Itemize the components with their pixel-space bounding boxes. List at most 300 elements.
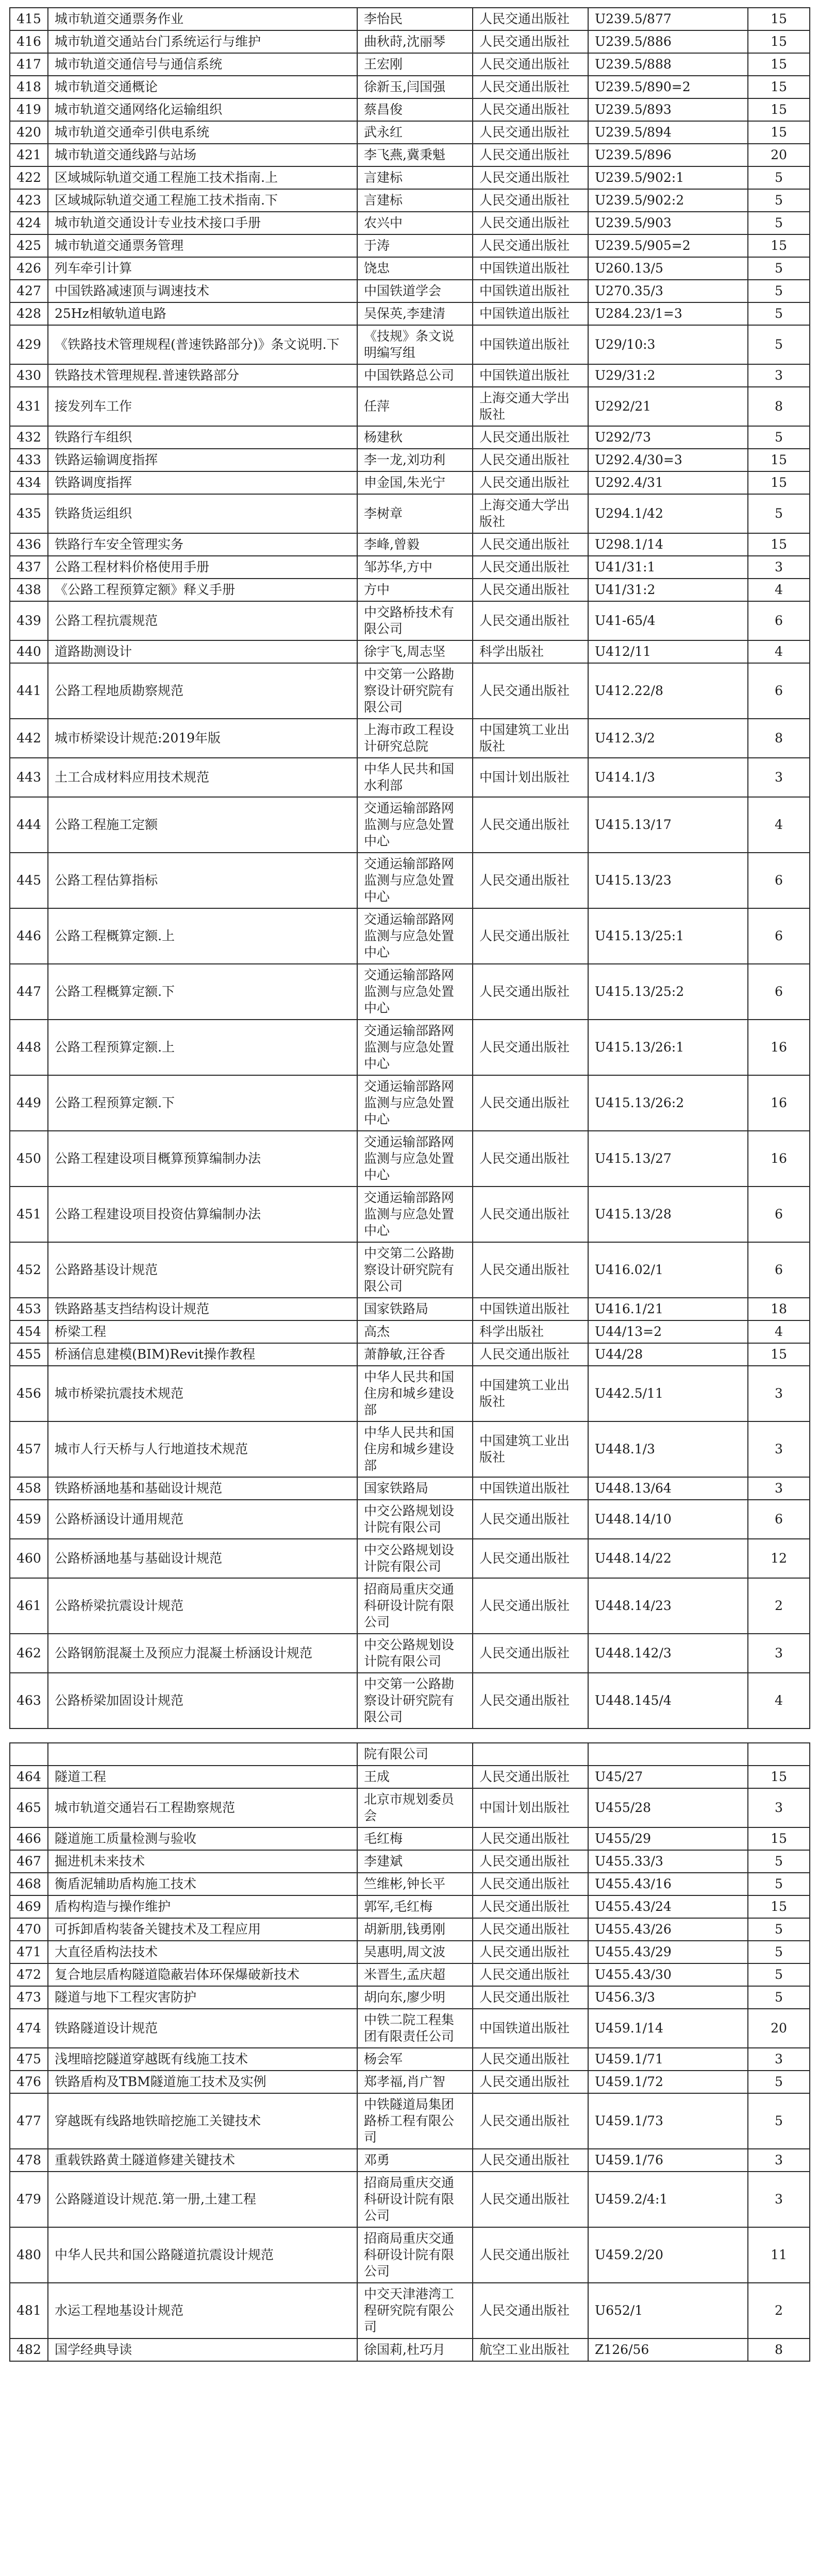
- copy-count: 4: [748, 1673, 810, 1728]
- book-author: 竺维彬,钟长平: [357, 1873, 473, 1895]
- call-number: U239.5/877: [588, 8, 748, 30]
- call-number: U239.5/896: [588, 144, 748, 166]
- copy-count: 8: [748, 2338, 810, 2361]
- book-publisher: 人民交通出版社: [473, 2093, 588, 2149]
- copy-count: 15: [748, 449, 810, 471]
- book-publisher: 中国建筑工业出版社: [473, 1421, 588, 1477]
- book-title: 铁路路基支挡结构设计规范: [48, 1298, 357, 1320]
- row-number: 431: [10, 387, 48, 426]
- book-title: 可拆卸盾构装备关键技术及工程应用: [48, 1918, 357, 1941]
- book-title: 重载铁路黄土隧道修建关键技术: [48, 2149, 357, 2172]
- book-author: 任萍: [357, 387, 473, 426]
- book-title: 区域城际轨道交通工程施工技术指南.下: [48, 189, 357, 212]
- copy-count: 4: [748, 579, 810, 601]
- book-title: 铁路运输调度指挥: [48, 449, 357, 471]
- row-number: 470: [10, 1918, 48, 1941]
- call-number: U459.1/73: [588, 2093, 748, 2149]
- book-title: 公路桥涵地基与基础设计规范: [48, 1539, 357, 1578]
- book-author: 徐国莉,杜巧月: [357, 2338, 473, 2361]
- table-row: [10, 1766, 810, 1788]
- row-number: 449: [10, 1075, 48, 1131]
- row-number: 432: [10, 426, 48, 449]
- book-author: 胡新朋,钱勇刚: [357, 1918, 473, 1941]
- copy-count: 5: [748, 426, 810, 449]
- book-title: 公路隧道设计规范.第一册,土建工程: [48, 2172, 357, 2227]
- copy-count: 6: [748, 663, 810, 719]
- call-number: U459.2/4:1: [588, 2172, 748, 2227]
- call-number: U412/11: [588, 640, 748, 663]
- table-row: [10, 280, 810, 302]
- book-title: 公路工程预算定额.下: [48, 1075, 357, 1131]
- copy-count: 3: [748, 2048, 810, 2071]
- copy-count: 3: [748, 1634, 810, 1673]
- book-author: 方中: [357, 579, 473, 601]
- book-title: 城市轨道交通概论: [48, 76, 357, 98]
- book-publisher: 中国铁道出版社: [473, 2009, 588, 2048]
- book-title: 隧道工程: [48, 1766, 357, 1788]
- table-row: [10, 533, 810, 556]
- book-author: 于涛: [357, 234, 473, 257]
- book-publisher: 人民交通出版社: [473, 2071, 588, 2093]
- book-publisher: 人民交通出版社: [473, 1895, 588, 1918]
- row-number: 440: [10, 640, 48, 663]
- book-author: 中国铁道学会: [357, 280, 473, 302]
- book-title: 公路工程预算定额.上: [48, 1020, 357, 1075]
- table-row: [10, 1634, 810, 1673]
- book-title: 中国铁路减速顶与调速技术: [48, 280, 357, 302]
- book-title: 公路工程概算定额.上: [48, 908, 357, 964]
- book-author: 《技规》条文说明编写组: [357, 325, 473, 364]
- book-author: 中华人民共和国住房和城乡建设部: [357, 1366, 473, 1421]
- table-row: [10, 797, 810, 853]
- call-number: U455.43/29: [588, 1941, 748, 1963]
- table-row: [10, 964, 810, 1020]
- table-row: [10, 426, 810, 449]
- table-row: [10, 364, 810, 387]
- table-row: [10, 1918, 810, 1941]
- table-row: [10, 494, 810, 533]
- copy-count: 3: [748, 1366, 810, 1421]
- book-publisher: 人民交通出版社: [473, 1963, 588, 1986]
- book-publisher: 人民交通出版社: [473, 1634, 588, 1673]
- book-author: 中交第一公路勘察设计研究院有限公司: [357, 663, 473, 719]
- row-number: 481: [10, 2283, 48, 2338]
- book-title: 城市轨道交通线路与站场: [48, 144, 357, 166]
- book-publisher: 人民交通出版社: [473, 1500, 588, 1539]
- row-number: 437: [10, 556, 48, 579]
- copy-count: 5: [748, 280, 810, 302]
- copy-count: 2: [748, 1578, 810, 1634]
- table-row: [10, 2048, 810, 2071]
- copy-count: 5: [748, 302, 810, 325]
- book-title: 盾构构造与操作维护: [48, 1895, 357, 1918]
- call-number: U44/13=2: [588, 1320, 748, 1343]
- book-author: 交通运输部路网监测与应急处置中心: [357, 797, 473, 853]
- table-row: [10, 719, 810, 758]
- copy-count: 6: [748, 1187, 810, 1242]
- row-number: 423: [10, 189, 48, 212]
- continuation-row: [10, 1743, 810, 1766]
- copy-count: 2: [748, 2283, 810, 2338]
- book-author: 徐宇飞,周志坚: [357, 640, 473, 663]
- book-title: 公路工程材料价格使用手册: [48, 556, 357, 579]
- book-publisher: 人民交通出版社: [473, 1242, 588, 1298]
- book-publisher: 人民交通出版社: [473, 601, 588, 640]
- row-number: 436: [10, 533, 48, 556]
- book-title: 城市轨道交通设计专业技术接口手册: [48, 212, 357, 234]
- book-title: 城市轨道交通牵引供电系统: [48, 121, 357, 144]
- call-number: U239.5/894: [588, 121, 748, 144]
- row-number: 451: [10, 1187, 48, 1242]
- table-row: [10, 1788, 810, 1827]
- book-title: 城市桥梁设计规范:2019年版: [48, 719, 357, 758]
- book-author: 招商局重庆交通科研设计院有限公司: [357, 2227, 473, 2283]
- book-title: 公路桥梁抗震设计规范: [48, 1578, 357, 1634]
- table-row: [10, 1421, 810, 1477]
- book-author: 中交第二公路勘察设计研究院有限公司: [357, 1242, 473, 1298]
- page-break-gap: [9, 1729, 809, 1742]
- book-publisher: 人民交通出版社: [473, 53, 588, 76]
- copy-count: 5: [748, 325, 810, 364]
- row-number: 420: [10, 121, 48, 144]
- call-number: U416.1/21: [588, 1298, 748, 1320]
- copy-count: 8: [748, 387, 810, 426]
- call-number: U459.1/72: [588, 2071, 748, 2093]
- copy-count: 8: [748, 719, 810, 758]
- book-author: 交通运输部路网监测与应急处置中心: [357, 908, 473, 964]
- copy-count: 15: [748, 1766, 810, 1788]
- row-number: 421: [10, 144, 48, 166]
- copy-count: 5: [748, 257, 810, 280]
- table-row: [10, 663, 810, 719]
- book-author: 蔡昌俊: [357, 98, 473, 121]
- book-publisher: 中国计划出版社: [473, 758, 588, 797]
- table-row: [10, 2338, 810, 2361]
- copy-count: 3: [748, 1421, 810, 1477]
- call-number: U455.33/3: [588, 1850, 748, 1873]
- call-number: U292/73: [588, 426, 748, 449]
- copy-count: 5: [748, 2093, 810, 2149]
- row-number: 472: [10, 1963, 48, 1986]
- book-title: 公路工程抗震规范: [48, 601, 357, 640]
- book-author: 中交公路规划设计院有限公司: [357, 1634, 473, 1673]
- row-number: 480: [10, 2227, 48, 2283]
- row-number: 439: [10, 601, 48, 640]
- table-row: [10, 1500, 810, 1539]
- copy-count: 3: [748, 1477, 810, 1500]
- call-number: U455.43/16: [588, 1873, 748, 1895]
- book-author: 招商局重庆交通科研设计院有限公司: [357, 1578, 473, 1634]
- copy-count: 16: [748, 1075, 810, 1131]
- book-title: 复合地层盾构隧道隐蔽岩体环保爆破新技术: [48, 1963, 357, 1986]
- copy-count: 5: [748, 189, 810, 212]
- row-number: 428: [10, 302, 48, 325]
- copy-count: 5: [748, 1986, 810, 2009]
- table-row: [10, 166, 810, 189]
- book-title: 25Hz相敏轨道电路: [48, 302, 357, 325]
- call-number: U260.13/5: [588, 257, 748, 280]
- table-row: [10, 30, 810, 53]
- book-publisher: 人民交通出版社: [473, 1827, 588, 1850]
- book-publisher: 航空工业出版社: [473, 2338, 588, 2361]
- book-publisher: 人民交通出版社: [473, 556, 588, 579]
- call-number: U239.5/893: [588, 98, 748, 121]
- call-number: U414.1/3: [588, 758, 748, 797]
- table-row: [10, 1673, 810, 1728]
- book-author: 交通运输部路网监测与应急处置中心: [357, 964, 473, 1020]
- book-author: 交通运输部路网监测与应急处置中心: [357, 1020, 473, 1075]
- copy-count: 3: [748, 556, 810, 579]
- table-row: [10, 556, 810, 579]
- call-number: U270.35/3: [588, 280, 748, 302]
- book-publisher: 人民交通出版社: [473, 1578, 588, 1634]
- row-number: 464: [10, 1766, 48, 1788]
- book-publisher: 人民交通出版社: [473, 449, 588, 471]
- call-number: U415.13/25:1: [588, 908, 748, 964]
- copy-count: 15: [748, 98, 810, 121]
- book-author: 武永红: [357, 121, 473, 144]
- book-author: 曲秋莳,沈丽琴: [357, 30, 473, 53]
- book-publisher: 中国铁道出版社: [473, 302, 588, 325]
- book-publisher: 中国铁道出版社: [473, 257, 588, 280]
- book-publisher: 人民交通出版社: [473, 121, 588, 144]
- row-number: 465: [10, 1788, 48, 1827]
- call-number: U456.3/3: [588, 1986, 748, 2009]
- copy-count: 4: [748, 797, 810, 853]
- book-publisher: 人民交通出版社: [473, 964, 588, 1020]
- call-number: U448.145/4: [588, 1673, 748, 1728]
- call-number: U41/31:2: [588, 579, 748, 601]
- table-row: [10, 1986, 810, 2009]
- row-number: 463: [10, 1673, 48, 1728]
- row-number: 479: [10, 2172, 48, 2227]
- call-number: U239.5/902:2: [588, 189, 748, 212]
- call-number: U415.13/25:2: [588, 964, 748, 1020]
- row-number: 448: [10, 1020, 48, 1075]
- table-row: [10, 579, 810, 601]
- book-author: 李树章: [357, 494, 473, 533]
- copy-count: 6: [748, 601, 810, 640]
- copy-count: 5: [748, 494, 810, 533]
- book-title: 城市轨道交通岩石工程勘察规范: [48, 1788, 357, 1827]
- book-publisher: 人民交通出版社: [473, 144, 588, 166]
- book-publisher: 人民交通出版社: [473, 1673, 588, 1728]
- book-title: 城市轨道交通网络化运输组织: [48, 98, 357, 121]
- book-author: 中华人民共和国住房和城乡建设部: [357, 1421, 473, 1477]
- row-number: 434: [10, 471, 48, 494]
- table-row: [10, 212, 810, 234]
- book-publisher: 人民交通出版社: [473, 98, 588, 121]
- continued-author-text: 院有限公司: [357, 1743, 473, 1766]
- book-title: 城市人行天桥与人行地道技术规范: [48, 1421, 357, 1477]
- call-number: U448.13/64: [588, 1477, 748, 1500]
- book-title: 区域城际轨道交通工程施工技术指南.上: [48, 166, 357, 189]
- book-author: 中铁二院工程集团有限责任公司: [357, 2009, 473, 2048]
- call-number: U442.5/11: [588, 1366, 748, 1421]
- table-row: [10, 471, 810, 494]
- book-publisher: 人民交通出版社: [473, 1986, 588, 2009]
- book-publisher: 中国铁道出版社: [473, 280, 588, 302]
- book-title: 中华人民共和国公路隧道抗震设计规范: [48, 2227, 357, 2283]
- call-number: U448.14/22: [588, 1539, 748, 1578]
- table-row: [10, 1539, 810, 1578]
- book-author: 交通运输部路网监测与应急处置中心: [357, 853, 473, 908]
- call-number: U239.5/905=2: [588, 234, 748, 257]
- row-number: 471: [10, 1941, 48, 1963]
- row-number: 441: [10, 663, 48, 719]
- book-title: 铁路桥涵地基和基础设计规范: [48, 1477, 357, 1500]
- table-row: [10, 1320, 810, 1343]
- book-publisher: 人民交通出版社: [473, 1850, 588, 1873]
- book-publisher: 中国计划出版社: [473, 1788, 588, 1827]
- book-title: 公路工程建设项目概算预算编制办法: [48, 1131, 357, 1187]
- copy-count: 6: [748, 964, 810, 1020]
- book-publisher: 人民交通出版社: [473, 1766, 588, 1788]
- table-row: [10, 2149, 810, 2172]
- book-publisher: 中国建筑工业出版社: [473, 719, 588, 758]
- book-title: 城市轨道交通信号与通信系统: [48, 53, 357, 76]
- row-number: 433: [10, 449, 48, 471]
- book-title: 隧道施工质量检测与验收: [48, 1827, 357, 1850]
- table-row: [10, 144, 810, 166]
- book-title: 城市轨道交通票务作业: [48, 8, 357, 30]
- book-publisher: 人民交通出版社: [473, 8, 588, 30]
- copy-count: 5: [748, 1850, 810, 1873]
- table-row: [10, 387, 810, 426]
- book-title: 道路勘测设计: [48, 640, 357, 663]
- table-row: [10, 449, 810, 471]
- table-row: [10, 2009, 810, 2048]
- copy-count: 15: [748, 76, 810, 98]
- book-author: 王宏刚: [357, 53, 473, 76]
- table-row: [10, 1187, 810, 1242]
- book-publisher: 上海交通大学出版社: [473, 387, 588, 426]
- table-row: [10, 2071, 810, 2093]
- row-number: 444: [10, 797, 48, 853]
- book-author: 中交公路规划设计院有限公司: [357, 1500, 473, 1539]
- book-author: 申金国,朱光宁: [357, 471, 473, 494]
- call-number: U294.1/42: [588, 494, 748, 533]
- book-publisher: 人民交通出版社: [473, 1075, 588, 1131]
- book-title: 公路工程建设项目投资估算编制办法: [48, 1187, 357, 1242]
- row-number: 476: [10, 2071, 48, 2093]
- book-title: 公路钢筋混凝土及预应力混凝土桥涵设计规范: [48, 1634, 357, 1673]
- row-number: 460: [10, 1539, 48, 1578]
- book-title: 衡盾泥辅助盾构施工技术: [48, 1873, 357, 1895]
- book-author: 中交路桥技术有限公司: [357, 601, 473, 640]
- call-number: U459.1/71: [588, 2048, 748, 2071]
- book-author: 农兴中: [357, 212, 473, 234]
- copy-count: 4: [748, 640, 810, 663]
- call-number: U455.43/24: [588, 1895, 748, 1918]
- book-title: 城市桥梁抗震技术规范: [48, 1366, 357, 1421]
- book-title: 土工合成材料应用技术规范: [48, 758, 357, 797]
- book-author: 饶忠: [357, 257, 473, 280]
- book-title: 公路工程施工定额: [48, 797, 357, 853]
- table-row: [10, 908, 810, 964]
- book-title: 铁路货运组织: [48, 494, 357, 533]
- book-publisher: 人民交通出版社: [473, 2227, 588, 2283]
- copy-count: 15: [748, 53, 810, 76]
- table-row: [10, 8, 810, 30]
- book-publisher: 人民交通出版社: [473, 471, 588, 494]
- book-title: 公路桥梁加固设计规范: [48, 1673, 357, 1728]
- book-title: 水运工程地基设计规范: [48, 2283, 357, 2338]
- book-author: 毛红梅: [357, 1827, 473, 1850]
- book-publisher: 人民交通出版社: [473, 579, 588, 601]
- row-number: 473: [10, 1986, 48, 2009]
- book-title: 铁路盾构及TBM隧道施工技术及实例: [48, 2071, 357, 2093]
- book-author: 国家铁路局: [357, 1298, 473, 1320]
- call-number: U455/29: [588, 1827, 748, 1850]
- copy-count: 15: [748, 1895, 810, 1918]
- row-number: 454: [10, 1320, 48, 1343]
- row-number: 445: [10, 853, 48, 908]
- book-title: 铁路调度指挥: [48, 471, 357, 494]
- book-publisher: 人民交通出版社: [473, 76, 588, 98]
- book-title: 《铁路技术管理规程(普速铁路部分)》条文说明.下: [48, 325, 357, 364]
- copy-count: 3: [748, 1788, 810, 1827]
- book-author: 杨会军: [357, 2048, 473, 2071]
- call-number: U652/1: [588, 2283, 748, 2338]
- row-number: 446: [10, 908, 48, 964]
- table-row: [10, 1020, 810, 1075]
- row-number: 435: [10, 494, 48, 533]
- book-author: 中铁隧道局集团路桥工程有限公司: [357, 2093, 473, 2149]
- book-author: 李怡民: [357, 8, 473, 30]
- book-author: 邓勇: [357, 2149, 473, 2172]
- call-number: U292.4/30=3: [588, 449, 748, 471]
- table-row: [10, 1343, 810, 1366]
- copy-count: 4: [748, 1320, 810, 1343]
- call-number: U459.2/20: [588, 2227, 748, 2283]
- book-publisher: 人民交通出版社: [473, 533, 588, 556]
- book-title: 铁路隧道设计规范: [48, 2009, 357, 2048]
- book-author: 交通运输部路网监测与应急处置中心: [357, 1075, 473, 1131]
- call-number: U298.1/14: [588, 533, 748, 556]
- row-number: 417: [10, 53, 48, 76]
- book-table-part-2: [9, 1742, 810, 2362]
- table-row: [10, 601, 810, 640]
- copy-count: 15: [748, 30, 810, 53]
- call-number: U239.5/902:1: [588, 166, 748, 189]
- call-number: U455.43/26: [588, 1918, 748, 1941]
- book-publisher: 中国铁道出版社: [473, 364, 588, 387]
- call-number: U239.5/888: [588, 53, 748, 76]
- call-number: U412.3/2: [588, 719, 748, 758]
- row-number: 415: [10, 8, 48, 30]
- row-number: 458: [10, 1477, 48, 1500]
- copy-count: 15: [748, 1827, 810, 1850]
- book-author: 中交天津港湾工程研究院有限公司: [357, 2283, 473, 2338]
- row-number: 452: [10, 1242, 48, 1298]
- book-title: 掘进机未来技术: [48, 1850, 357, 1873]
- row-number: 430: [10, 364, 48, 387]
- call-number: U284.23/1=3: [588, 302, 748, 325]
- row-number: 474: [10, 2009, 48, 2048]
- table-row: [10, 1578, 810, 1634]
- book-title: 浅埋暗挖隧道穿越既有线施工技术: [48, 2048, 357, 2071]
- book-title: 公路工程地质勘察规范: [48, 663, 357, 719]
- book-publisher: 中国建筑工业出版社: [473, 1366, 588, 1421]
- book-publisher: 人民交通出版社: [473, 1918, 588, 1941]
- call-number: U415.13/26:1: [588, 1020, 748, 1075]
- row-number: 427: [10, 280, 48, 302]
- row-number: 443: [10, 758, 48, 797]
- book-title: 铁路行车安全管理实务: [48, 533, 357, 556]
- copy-count: 16: [748, 1131, 810, 1187]
- book-author: 郭军,毛红梅: [357, 1895, 473, 1918]
